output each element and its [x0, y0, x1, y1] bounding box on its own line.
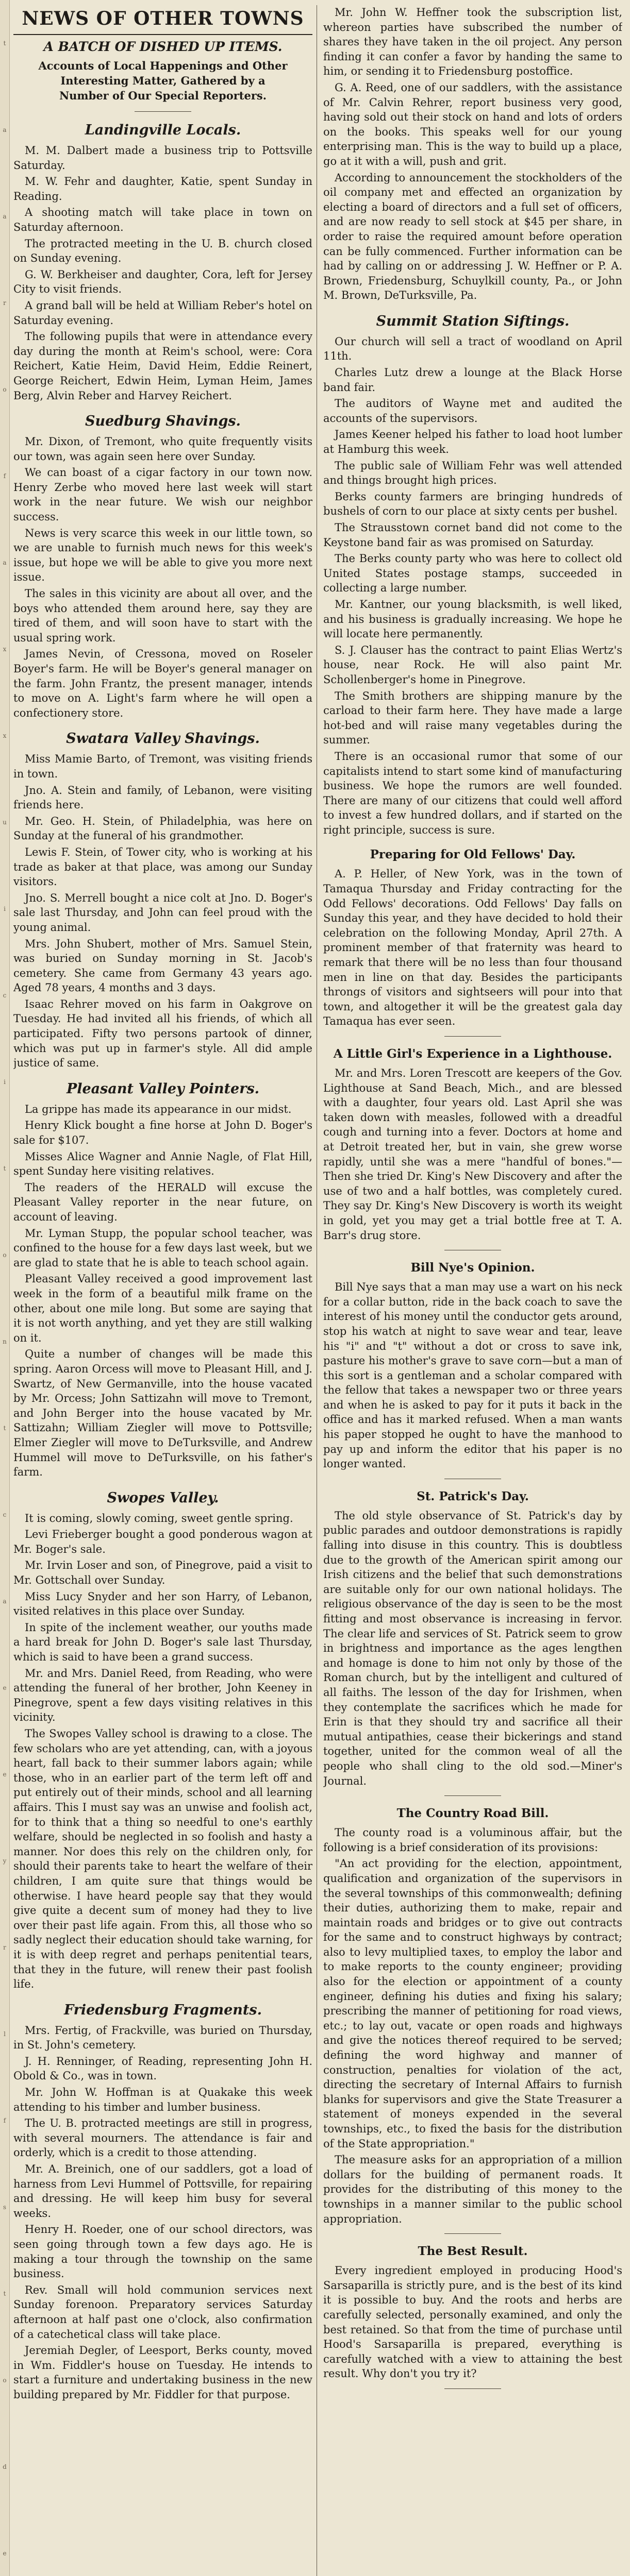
article-paragraph: Every ingredient employed in producing Hood's Sarsaparilla is strictly pure, and is the best of its kind it is possible to buy. And the roots and herbs are carefully selected, personally examined, and only the best retained. So that from the time of purchase until Hood's Sarsaparilla is prepared, everything is carefully watched with a view to attaining the best result. Why don't you try it?	[323, 2264, 622, 2380]
margin-letter: e	[3, 2550, 7, 2557]
article-paragraph: J. H. Renninger, of Reading, representing John H. Obold & Co., was in town.	[13, 2055, 312, 2082]
section-friedensburg	[13, 2002, 312, 2402]
article-paragraph: The sales in this vicinity are about all over, and the boys who attended them around here, say they are tired of them, and will soon have to start with the usual spring work.	[13, 587, 312, 644]
article-paragraph: Miss Lucy Snyder and her son Harry, of Lebanon, visited relatives in this place over Sunday.	[13, 1590, 312, 1618]
divider	[444, 2233, 501, 2234]
section-title: Preparing for Old Fellows' Day.	[370, 848, 576, 862]
column-left	[13, 5, 312, 2576]
margin-letter: t	[3, 40, 6, 47]
section-title: A Little Girl's Experience in a Lighthouse.	[333, 1047, 612, 1061]
margin-letter: t	[3, 1165, 6, 1172]
margin-letter: f	[3, 2117, 6, 2124]
section-suedburg	[13, 413, 312, 720]
article-paragraph: Mr. and Mrs. Loren Trescott are keepers of the Gov. Lighthouse at Sand Beach, Mich., and are blessed with a daughter, four years old. Last April she was taken down with measles, followed with a dreadful cough and turning into a fever. Doctors at home and at Detroit treated her, but in vain, she grew worse rapidly, until she was a mere "handful of bones."—Then she tried Dr. King's New Discovery and after the use of two and a half bottles, was completely cured. They say Dr. King's New Discovery is worth its weight in gold, yet you may get a trial bottle free at T. A. Barr's drug store.	[323, 1067, 622, 1242]
section-title: Summit Station Siftings.	[376, 313, 570, 329]
article-paragraph: A grand ball will be held at William Reber's hotel on Saturday evening.	[13, 299, 312, 327]
article-paragraph: Lewis F. Stein, of Tower city, who is working at his trade as baker at that place, was among our Sunday visitors.	[13, 845, 312, 888]
margin-letter: o	[3, 2377, 7, 2384]
article-paragraph: The county road is a voluminous affair, but the following is a brief consideration of its provisions:	[323, 1826, 622, 1854]
article-paragraph: La grippe has made its appearance in our midst.	[25, 1103, 292, 1115]
article-paragraph: Mrs. Fertig, of Frackville, was buried on Thursday, in St. John's cemetery.	[13, 2024, 312, 2052]
article-paragraph: James Nevin, of Cressona, moved on Roseler Boyer's farm. He will be Boyer's general manager on the farm. John Frantz, the present manager, intends to move on A. Light's farm where he will open a confectionery store.	[13, 648, 312, 719]
margin-letter: x	[3, 732, 7, 739]
article-paragraph: Henry Klick bought a fine horse at John D. Boger's sale for $107.	[13, 1119, 312, 1147]
article-paragraph: The old style observance of St. Patrick's day by public parades and outdoor demonstrations is rapidly falling into disuse in this country. This is doubtless due to the growth of the American spirit among our Irish citizens and the belief that such demonstrations are suitable only for our own national holidays. The religious observance of the day is seen to be the most fitting and most observance is increasing in fervor. The clear life and services of St. Patrick seem to grow in brightness and importance as the ages lengthen and homage is done to him not only by those of the Roman church, but by the intelligent and cultured of all faiths. The lesson of the day for Irishmen, when they contemplate the sacrifices which he made for Erin is that they should try and sacrifice all their mutual antipathies, cease their bickerings and stand together, united for the common weal of all the people who shall cling to the old sod.—Miner's Journal.	[323, 1509, 622, 1787]
article-paragraph: The following pupils that were in attendance every day during the month at Reim's school, were: Cora Reichert, Katie Heim, David Heim, Eddie Reinert, George Reichert, Edwin Heim, Lyman Heim, James Berg, Alvin Reber and Harvey Reichert.	[13, 330, 312, 402]
section-title: Swatara Valley Shavings.	[66, 731, 260, 747]
article-paragraph: Bill Nye says that a man may use a wart on his neck for a collar button, ride in the back coach to save the interest of his money until the conductor gets around, stop his watch at night to save wear and tear, leave his "i" and "t" without a dot or cross to save ink, pasture his mother's grave to save corn—but a man of this sort is a gentleman and a scholar compared with the fellow that takes a newspaper two or three years and when he is asked to pay for it puts it back in the office and has it marked refused. When a man wants his paper stopped he ought to have the manhood to pay up and inform the editor that his paper is no longer wanted.	[323, 1281, 622, 1470]
margin-letter: i	[4, 905, 6, 912]
section-title: The Country Road Bill.	[396, 1806, 549, 1821]
margin-letter: r	[3, 299, 6, 307]
article-paragraph: Pleasant Valley received a good improvement last week in the form of a beautiful milk frame on the other, about one mile long. But some are saying that it is not worth anything, and yet they are still walking on it.	[13, 1273, 312, 1344]
section-title: Swopes Valley.	[107, 1489, 219, 1506]
article-paragraph: The measure asks for an appropriation of a million dollars for the building of permanent roads. It provides for the distributing of this money to the townships in a manner similar to the public school appropriation.	[323, 2154, 622, 2225]
margin-letter: t	[3, 2290, 6, 2297]
margin-letter: o	[3, 1251, 7, 1259]
divider	[135, 111, 191, 112]
torn-left-margin	[0, 0, 10, 2576]
divider	[444, 2388, 501, 2389]
article-paragraph: Charles Lutz drew a lounge at the Black Horse band fair.	[323, 366, 622, 394]
article-paragraph: G. W. Berkheiser and daughter, Cora, left for Jersey City to visit friends.	[13, 268, 312, 296]
article-paragraph: Jno. S. Merrell bought a nice colt at Jno. D. Boger's sale last Thursday, and John can feel proud with the young animal.	[13, 891, 312, 934]
article-paragraph: Our church will sell a tract of woodland on April 11th.	[323, 335, 622, 363]
margin-letter: r	[3, 1944, 6, 1951]
margin-letter: c	[3, 1511, 7, 1518]
section-st-patricks-day	[323, 1489, 622, 1796]
margin-letter: e	[3, 1684, 7, 1691]
article-paragraph: Rev. Small will hold communion services next Sunday forenoon. Preparatory services Saturday afternoon at half past one o'clock, also confirmation of a catechetical class will take place.	[13, 2283, 312, 2341]
article-paragraph: Mrs. John Shubert, mother of Mrs. Samuel Stein, was buried on Sunday morning in St. Jacob's cemetery. She came from Germany 43 years ago. Aged 78 years, 4 months and 3 days.	[13, 937, 312, 994]
margin-letter: y	[3, 1857, 7, 1865]
section-lighthouse	[323, 1047, 622, 1250]
article-paragraph: Jeremiah Degler, of Leesport, Berks county, moved in Wm. Fiddler's house on Tuesday. He intends to start a furniture and undertaking business in the new building prepared by Mr. Fiddler for that purpose.	[13, 2344, 312, 2401]
divider	[444, 1036, 501, 1037]
margin-letter: s	[3, 2204, 7, 2211]
article-paragraph: G. A. Reed, one of our saddlers, with the assistance of Mr. Calvin Rehrer, report business very good, having sold out their stock on hand and lots of orders on the books. This speaks well for our young enterprising man. This is the way to build up a place, go at it with a will, push and grit.	[323, 81, 622, 167]
section-title: Friedensburg Fragments.	[64, 2002, 262, 2018]
section-title: Landingville Locals.	[85, 122, 241, 138]
section-best-result	[323, 2244, 622, 2389]
margin-letter: o	[3, 386, 7, 393]
article-paragraph: The auditors of Wayne met and audited the accounts of the supervisors.	[323, 397, 622, 425]
margin-letter: a	[3, 213, 7, 220]
article-paragraph: The public sale of William Fehr was well attended and things brought high prices.	[323, 459, 622, 487]
article-paragraph: M. M. Dalbert made a business trip to Pottsville Saturday.	[13, 144, 312, 172]
subheadline: A BATCH OF DISHED UP ITEMS.	[43, 39, 283, 54]
article-paragraph: It is coming, slowly coming, sweet gentle spring.	[25, 1512, 293, 1524]
margin-letter: x	[3, 646, 7, 653]
section-landingville	[13, 122, 312, 403]
margin-letter: t	[3, 1425, 6, 1432]
section-pleasant-valley	[13, 1081, 312, 1480]
article-paragraph: Miss Mamie Barto, of Tremont, was visiting friends in town.	[13, 753, 312, 780]
article-paragraph: "An act providing for the election, appointment, qualification and organization of the supervisors in the several townships of this commonwealth; defining their duties, authorizing them to make, repair and maintain roads and bridges or to give out contracts for the same and to construct highways by contract; also to levy multiplied taxes, to employ the labor and to make reports to the county engineer; providing also for the election or appointment of a county engineer, defining his duties and fixing his salary; prescribing the manner of petitioning for road views, etc.; to lay out, vacate or open roads and highways and give the notices thereof required to be served; defining the word highway and manner of construction, penalties for violation of the act, directing the secretary of Internal Affairs to furnish blanks for supervisors and give the State Treasurer a statement of moneys expended in the several townships, etc., to fixed the basis for the distribution of the State appropriation."	[323, 1857, 622, 2150]
margin-letter: f	[3, 472, 6, 480]
margin-letter: a	[3, 559, 7, 566]
section-title: Suedburg Shavings.	[85, 413, 241, 430]
article-paragraph: The Smith brothers are shipping manure by the carload to their farm here. They have made a large hot-bed and will raise many vegetables during the summer.	[323, 689, 622, 747]
margin-letter: c	[3, 992, 7, 999]
section-bill-nye	[323, 1261, 622, 1479]
article-paragraph: S. J. Clauser has the contract to paint Elias Wertz's house, near Rock. He will also paint Mr. Schollenberger's home in Pinegrove.	[323, 643, 622, 686]
article-paragraph: There is an occasional rumor that some of our capitalists intend to start some kind of manufacturing business. We hope the rumors are well founded. There are many of our citizens that could well afford to invest a few hundred dollars, and if started on the right principle, success is sure.	[323, 750, 622, 836]
article-paragraph: The protracted meeting in the U. B. church closed on Sunday evening.	[13, 237, 312, 265]
margin-letter: l	[4, 2030, 6, 2038]
article-paragraph: Misses Alice Wagner and Annie Nagle, of Flat Hill, spent Sunday here visiting relatives.	[13, 1150, 312, 1178]
article-paragraph: Quite a number of changes will be made this spring. Aaron Orcess will move to Pleasant Hill, and J. Swartz, of New Germanville, into the house vacated by Mr. Orcess; John Sattizahn will move to Tremont, and John Berger into the house vacated by Mr. Sattizahn; William Ziegler will move to Pottsville; Elmer Ziegler will move to DeTurksville, and Andrew Hummel will move to DeTurksville, on his father's farm.	[13, 1348, 312, 1479]
article-paragraph: Levi Frieberger bought a good ponderous wagon at Mr. Boger's sale.	[13, 1528, 312, 1555]
article-paragraph: A shooting match will take place in town on Saturday afternoon.	[13, 206, 312, 233]
deck-summary: Accounts of Local Happenings and Other Interesting Matter, Gathered by a Number of Our Special Reporters.	[38, 59, 288, 102]
article-paragraph: Mr. John W. Heffner took the subscription list, whereon parties have subscribed the number of shares they have taken in the oil project. Any person finding it can confer a favor by handing the same to him, or sending it to Friedensburg postoffice.	[323, 6, 622, 78]
article-paragraph: The Swopes Valley school is drawing to a close. The few scholars who are yet attending, can, with a joyous heart, fall back to their summer labors again; while those, who in an earlier part of the term left off and put entirely out of their minds, school and all learning affairs. This I must say was an unwise and foolish act, for to think that a thing so needful to one's earthly welfare, should be neglected in so foolish and hasty a manner. Nor does this rely on the children only, for should their parents take to heart the welfare of their children, I am quite sure that things would be otherwise. I have heard people say that they would give quite a decent sum of money had they to live over their past life again. From this, all those who so sadly neglect their education should take warning, for it is with deep regret and perhaps penitential tears, that they in the future, will renew their past foolish life.	[13, 1727, 312, 1991]
margin-letter: i	[4, 1078, 6, 1086]
article-paragraph: The Berks county party who was here to collect old United States postage stamps, succeeded in collecting a large number.	[323, 552, 622, 595]
article-paragraph: We can boast of a cigar factory in our town now. Henry Zerbe who moved here last week will start work in the near future. We wish our neighbor success.	[13, 466, 312, 523]
margin-letter: e	[3, 1771, 7, 1778]
section-oil-project	[323, 5, 622, 303]
article-paragraph: Mr. Dixon, of Tremont, who quite frequently visits our town, was again seen here over Sunday.	[13, 435, 312, 463]
article-paragraph: The readers of the HERALD will excuse the Pleasant Valley reporter in the near future, on account of leaving.	[13, 1181, 312, 1223]
section-title: Bill Nye's Opinion.	[410, 1261, 535, 1275]
section-swatara	[13, 731, 312, 1070]
margin-letter: a	[3, 1598, 7, 1605]
article-paragraph: News is very scarce this week in our little town, so we are unable to furnish much news for this week's issue, but hope we will be able to give you more next issue.	[13, 527, 312, 584]
section-odd-fellows	[323, 848, 622, 1037]
section-title: St. Patrick's Day.	[417, 1489, 529, 1503]
article-paragraph: According to announcement the stockholders of the oil company met and effected an organization by electing a board of directors and a full set of officers, and are now ready to sell stock at $45 per share, in order to raise the required amount before operation can be fully commenced. Further information can be had by calling on or addressing J. W. Heffner or P. A. Brown, Friedensburg, Schuylkill county, Pa., or John M. Brown, DeTurksville, Pa.	[323, 171, 622, 302]
margin-letter: a	[3, 126, 7, 133]
article-paragraph: Mr. Kantner, our young blacksmith, is well liked, and his business is gradually increasing. We hope he will locate here permanently.	[323, 598, 622, 640]
article-paragraph: In spite of the inclement weather, our youths made a hard break for John D. Boger's sale last Thursday, which is said to have been a grand success.	[13, 1621, 312, 1664]
article-paragraph: Berks county farmers are bringing hundreds of bushels of corn to our place at sixty cents per bushel.	[323, 490, 622, 518]
article-paragraph: Mr. Geo. H. Stein, of Philadelphia, was here on Sunday at the funeral of his grandmother.	[13, 815, 312, 842]
margin-letter: u	[3, 819, 7, 826]
section-county-road-bill	[323, 1806, 622, 2234]
article-paragraph: James Keener helped his father to load hoot lumber at Hamburg this week.	[323, 428, 622, 456]
margin-letter: n	[3, 1338, 7, 1345]
article-paragraph: Mr. Lyman Stupp, the popular school teacher, was confined to the house for a few days last week, but we are glad to state that he is able to teach school again.	[13, 1227, 312, 1269]
section-swopes-valley	[13, 1490, 312, 1992]
section-summit-station	[323, 313, 622, 838]
article-paragraph: Mr. John W. Hoffman is at Quakake this week attending to his timber and lumber business.	[13, 2086, 312, 2113]
divider	[444, 1795, 501, 1796]
article-paragraph: Mr. Irvin Loser and son, of Pinegrove, paid a visit to Mr. Gottschall over Sunday.	[13, 1559, 312, 1587]
article-paragraph: The U. B. protracted meetings are still in progress, with several mourners. The attendance is fair and orderly, which is a credit to those attending.	[13, 2117, 312, 2159]
column-right	[323, 5, 622, 2576]
article-paragraph: Henry H. Roeder, one of our school directors, was seen going through town a few days ago. He is making a tour through the township on the same business.	[13, 2223, 312, 2280]
article-paragraph: M. W. Fehr and daughter, Katie, spent Sunday in Reading.	[13, 175, 312, 202]
margin-letter: d	[3, 2463, 7, 2470]
page-headline: NEWS OF OTHER TOWNS	[13, 7, 312, 35]
section-title: Pleasant Valley Pointers.	[66, 1080, 260, 1097]
article-paragraph: Jno. A. Stein and family, of Lebanon, were visiting friends here.	[13, 784, 312, 811]
section-title: The Best Result.	[418, 2244, 528, 2259]
article-paragraph: Mr. and Mrs. Daniel Reed, from Reading, who were attending the funeral of her brother, John Keeney in Pinegrove, spent a few days visiting relatives in this vicinity.	[13, 1667, 312, 1724]
article-paragraph: A. P. Heller, of New York, was in the town of Tamaqua Thursday and Friday contracting for the Odd Fellows' decorations. Odd Fellows' Day falls on Sunday this year, and they have decided to hold their celebration on the following Monday, April 27th. A prominent member of that fraternity was heard to remark that there will be no less than four thousand men in line on that day. Besides the participants throngs of visitors and sightseers will pour into that town, and altogether it will be the greatest gala day Tamaqua has ever seen.	[323, 868, 622, 1028]
article-paragraph: Mr. A. Breinich, one of our saddlers, got a load of harness from Levi Hummel of Pottsville, for repairing and dressing. He will keep him busy for several weeks.	[13, 2163, 312, 2219]
article-paragraph: Isaac Rehrer moved on his farm in Oakgrove on Tuesday. He had invited all his friends, of which all participated. Fifty two persons partook of dinner, which was put up in farmer's style. All did ample justice of same.	[13, 997, 312, 1070]
article-paragraph: The Strausstown cornet band did not come to the Keystone band fair as was promised on Saturday.	[323, 521, 622, 549]
